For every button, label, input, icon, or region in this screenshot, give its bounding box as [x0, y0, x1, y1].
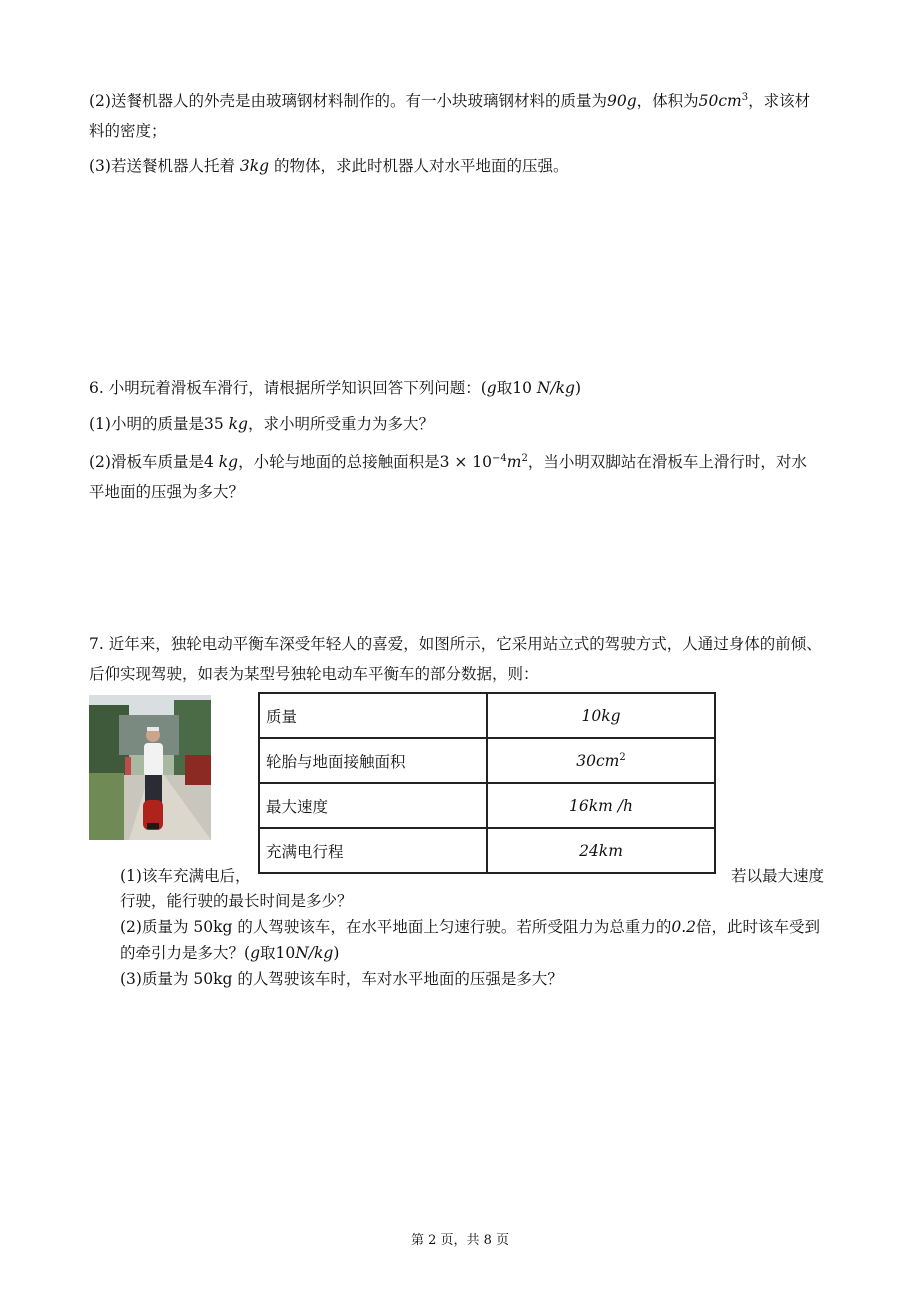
table-row — [259, 738, 715, 783]
q6-part2-line2: 平地面的压强为多大？ — [89, 483, 245, 501]
spec-table — [258, 692, 716, 874]
table-row — [259, 693, 715, 738]
table-value: 10kg — [487, 693, 715, 738]
table-label: 质量 — [259, 693, 487, 738]
q7-part1-b: 若以最大速度 — [731, 867, 825, 885]
q7-part3: (3)质量为 50kg 的人驾驶该车时，车对水平地面的压强是多大？ — [120, 970, 563, 988]
q7-intro-line2: 后仰实现驾驶，如表为某型号独轮电动车平衡车的部分数据，则： — [89, 665, 539, 683]
q6-part2-line1: (2)滑板车质量是4 kg，小轮与地面的总接触面积是$3 \times 10^{-4}m^2$，当小明双脚站在滑板车上滑行时，对水 — [89, 452, 807, 471]
table-row — [259, 783, 715, 828]
q5-part2-line1: (2)送餐机器人的外壳是由玻璃钢材料制作的。有一小块玻璃钢材料的质量为90g，体积为$50cm^3$，求该材 — [89, 91, 811, 110]
table-label: 充满电行程 — [259, 828, 487, 873]
q7-intro-line1: 7. 近年来，独轮电动平衡车深受年轻人的喜爱，如图所示，它采用站立式的驾驶方式，人通过身体的前倾、 — [89, 635, 822, 653]
unicycle-rider-photo — [89, 695, 211, 840]
table-label: 轮胎与地面接触面积 — [259, 738, 487, 783]
table-value: 16km /h — [487, 783, 715, 828]
q7-part1-line2: 行驶，能行驶的最长时间是多少？ — [120, 892, 353, 910]
table-row — [259, 828, 715, 873]
q7-part1-a: (1)该车充满电后， — [120, 867, 251, 885]
table-value: $30cm^2$ — [487, 738, 715, 783]
table-value: 24km — [487, 828, 715, 873]
q6-part1: (1)小明的质量是35 kg，求小明所受重力为多大？ — [89, 415, 434, 433]
page-footer: 第 2 页，共 8 页 — [410, 1233, 510, 1248]
q7-part2-line1: (2)质量为 50kg 的人驾驶该车，在水平地面上匀速行驶。若所受阻力为总重力的0.2倍，此时该车受到 — [120, 918, 821, 936]
q7-part2-line2: 的牵引力是多大？(g取10N/kg) — [120, 944, 340, 962]
table-label: 最大速度 — [259, 783, 487, 828]
q5-part2-line2: 料的密度； — [89, 122, 167, 140]
q6-intro: 6. 小明玩着滑板车滑行，请根据所学知识回答下列问题：(g取10 N/kg) — [89, 379, 582, 397]
q5-part3: (3)若送餐机器人托着 3kg 的物体，求此时机器人对水平地面的压强。 — [89, 157, 569, 175]
